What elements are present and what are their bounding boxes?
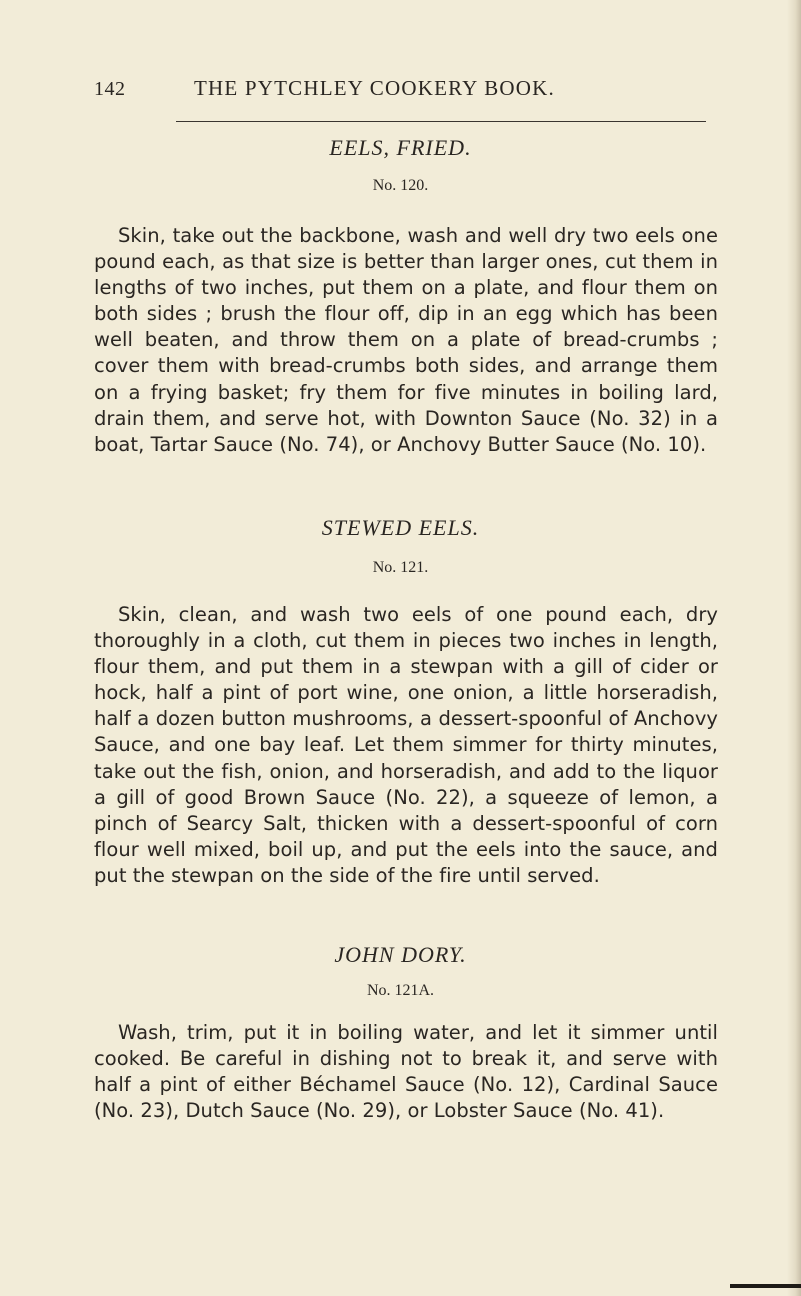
recipe-title: STEWED EELS. xyxy=(321,515,480,540)
recipe-text: Skin, take out the backbone, wash and well dry two eels one pound each, as that size is better than larger ones, cut them in lengths of two inches, put them on a plate, and flour them on both sides ; brush the flour off, dip in an egg which has been well beaten, and throw them on a plate of bread-crumbs ; cover them with bread-crumbs both sides, and arrange them on a frying basket; fry them for five minutes in boiling lard, drain them, and serve hot, with Downton Sauce (No. 32) in a boat, Tartar Sauce (No. 74), or Anchovy Butter Sauce (No. 10). xyxy=(94,224,718,456)
page-edge-mark xyxy=(730,1284,801,1288)
page-edge-shadow xyxy=(787,0,801,1296)
recipe-eels-fried xyxy=(0,135,801,195)
recipe-text: Skin, clean, and wash two eels of one pound each, dry thoroughly in a cloth, cut them in pieces two inches in length, flour them, and put them in a stewpan with a gill of cider or hock, half a pint of port wine, one onion, a little horseradish, half a dozen button mushrooms, a dessert-spoonful of Anchovy Sauce, and one bay leaf. Let them simmer for thirty minutes, take out the fish, onion, and horseradish, and add to the liquor a gill of good Brown Sauce (No. 22), a squeeze of lemon, a pinch of Searcy Salt, thicken with a dessert-spoonful of corn flour well mixed, boil up, and put the eels into the sauce, and put the stewpan on the side of the fire until served. xyxy=(94,603,718,887)
header-rule xyxy=(176,121,706,122)
page-number: 142 xyxy=(94,78,126,100)
recipe-title: JOHN DORY. xyxy=(334,942,467,967)
recipe-number: No. 120. xyxy=(372,177,429,194)
page-header xyxy=(94,78,712,114)
recipe-john-dory xyxy=(0,942,801,1000)
recipe-number: No. 121. xyxy=(372,559,429,576)
recipe-number: No. 121A. xyxy=(366,982,435,999)
running-head: THE PYTCHLEY COOKERY BOOK. xyxy=(194,76,555,100)
recipe-stewed-eels xyxy=(0,515,801,577)
recipe-title: EELS, FRIED. xyxy=(329,135,472,160)
recipe-text: Wash, trim, put it in boiling water, and let it simmer until cooked. Be careful in dishing not to break it, and serve with half a pint of either Béchamel Sauce (No. 12), Cardinal Sauce (No. 23), Dutch Sauce (No. 29), or Lobster Sauce (No. 41). xyxy=(94,1021,718,1123)
